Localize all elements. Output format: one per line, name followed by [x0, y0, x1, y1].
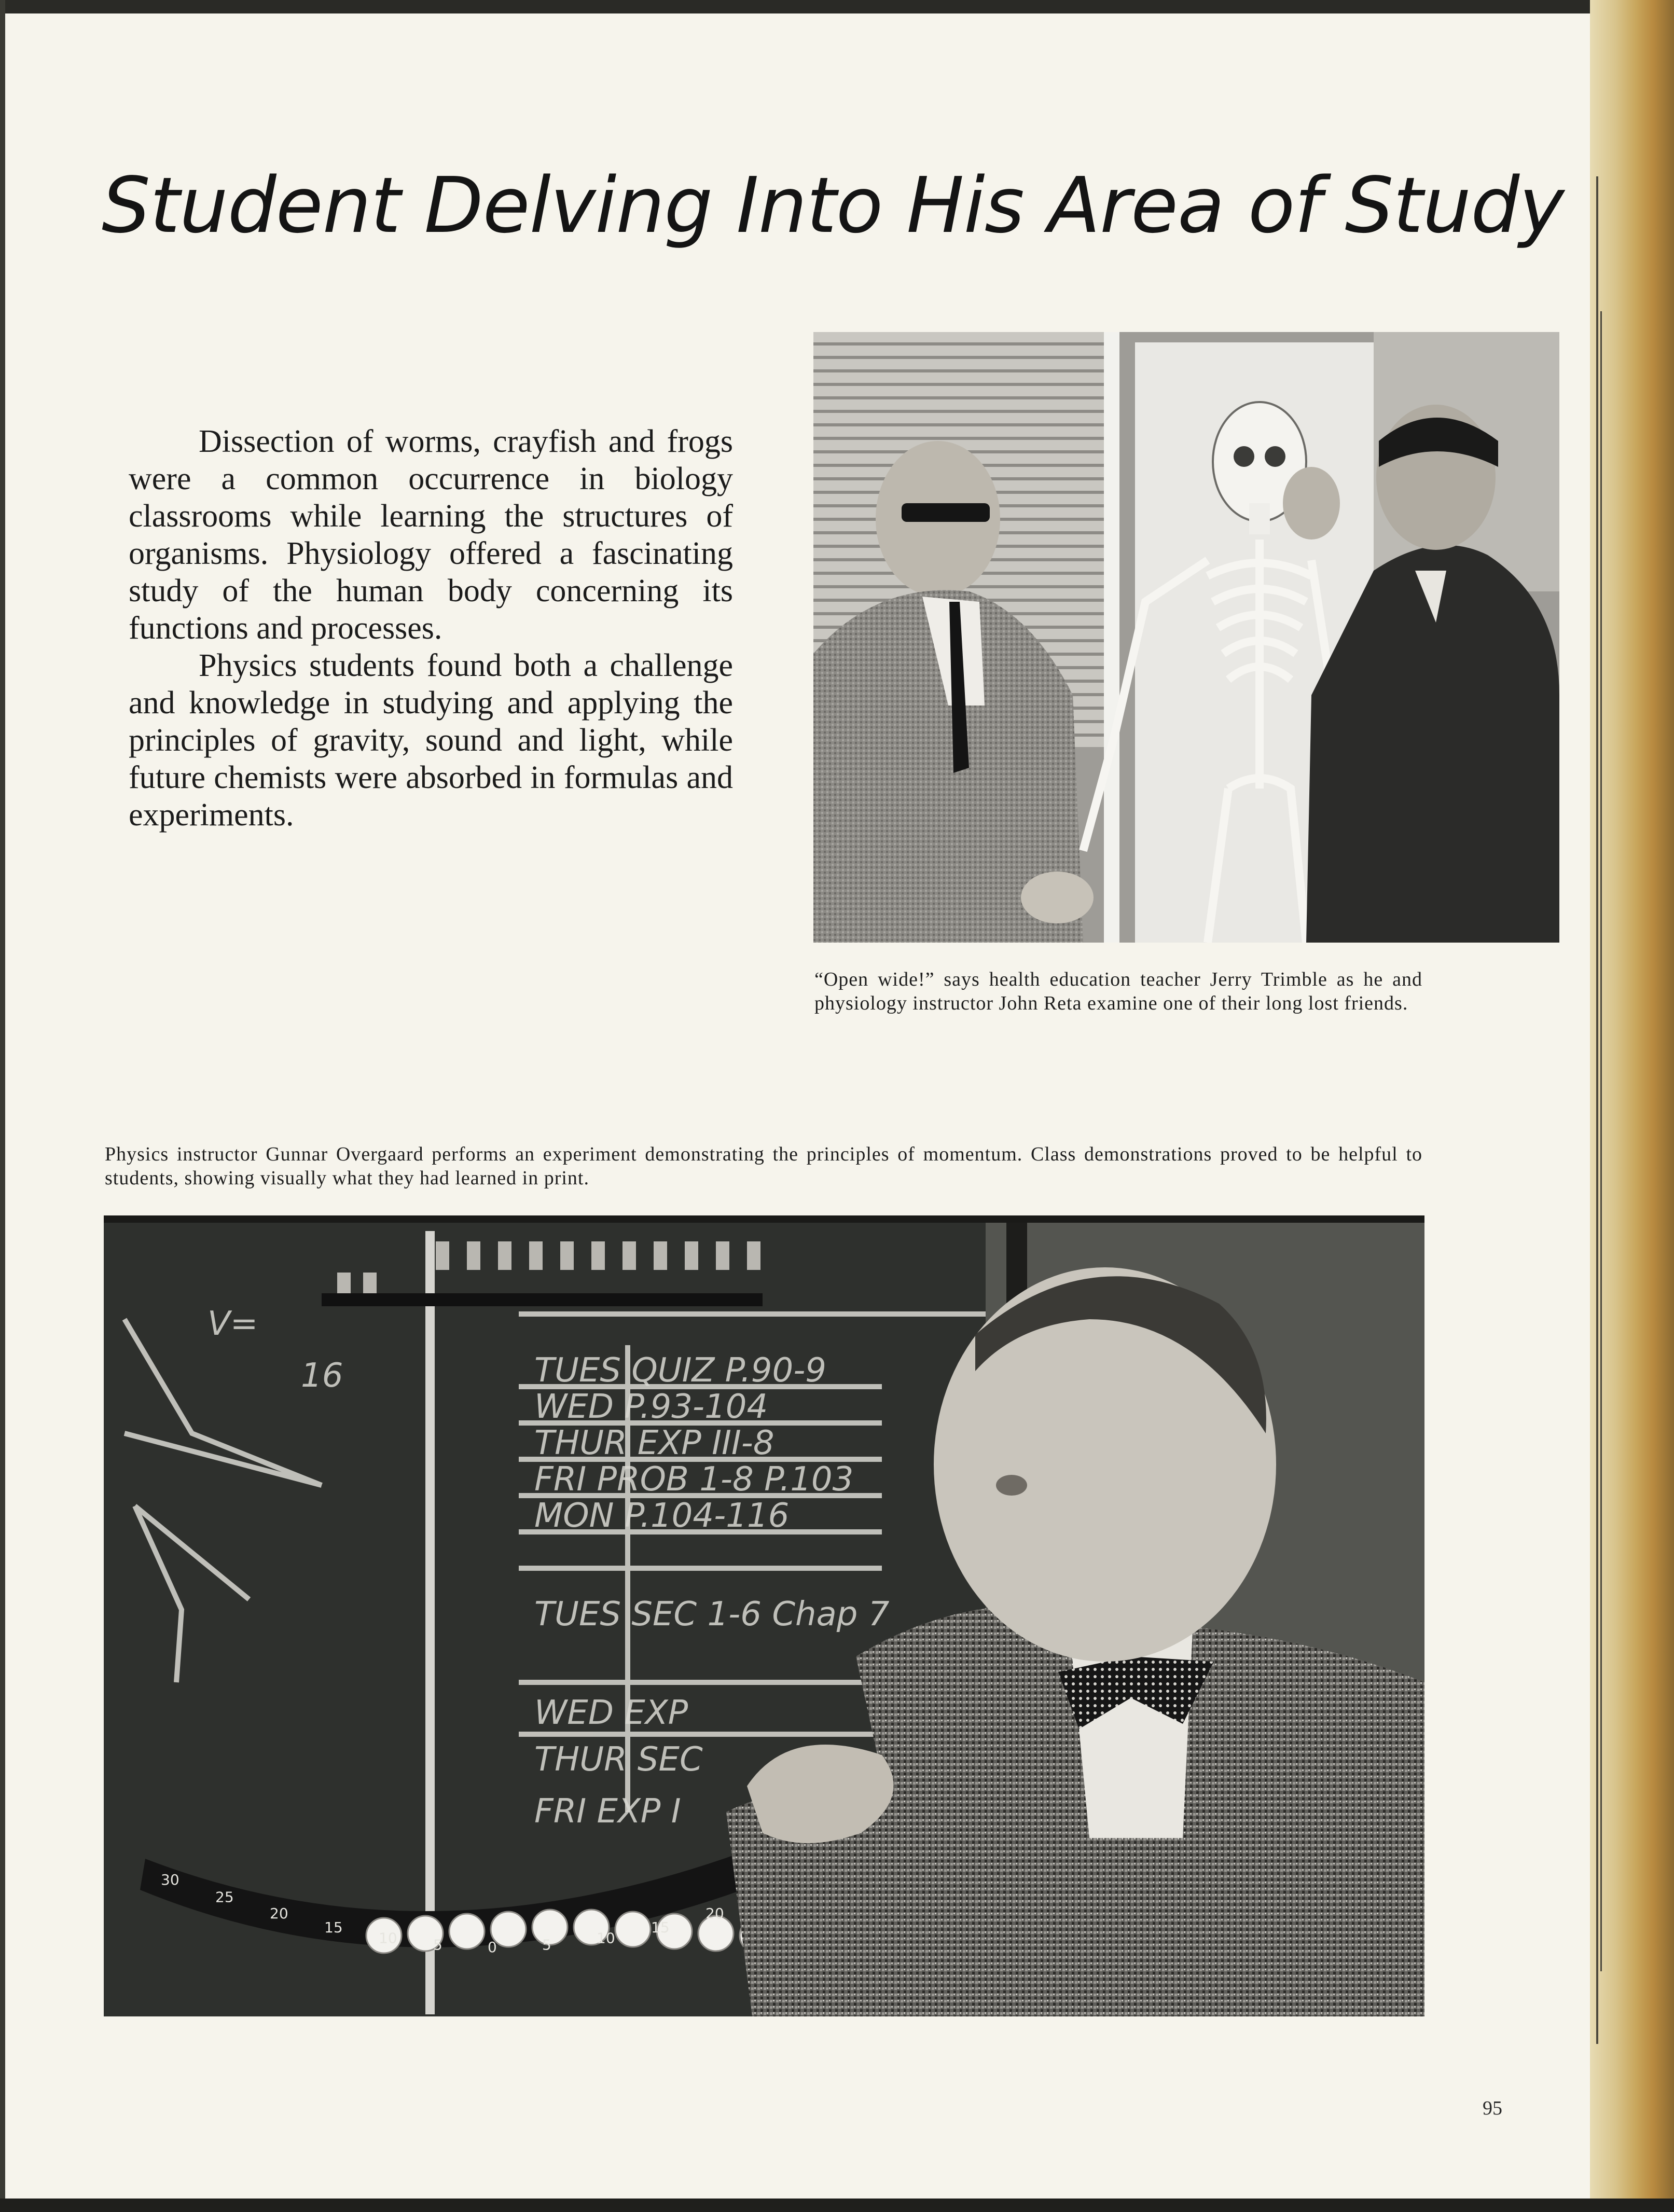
- scan-top-edge: [0, 0, 1674, 13]
- scale-label: 0: [488, 1939, 497, 1956]
- chalk-text: TUES SEC 1-6 Chap 7: [534, 1595, 890, 1634]
- pendulum-ball: [615, 1912, 651, 1947]
- binding-line: [1600, 311, 1602, 1971]
- scale-label: 15: [651, 1918, 670, 1936]
- skeleton-photo: [813, 332, 1559, 943]
- page-title: Student Delving Into His Area of Study: [102, 161, 1564, 250]
- book-binding: [1590, 0, 1674, 2212]
- intro-text: [129, 423, 733, 834]
- scale-label: 25: [215, 1888, 234, 1906]
- scale-label: 20: [270, 1905, 288, 1922]
- physics-photo: [104, 1215, 1424, 2016]
- scale-label: 10: [597, 1929, 615, 1947]
- chalk-text: MON P.104-116: [534, 1497, 790, 1535]
- chalk-text: V=: [207, 1305, 258, 1343]
- chalk-text: THUR EXP III-8: [534, 1424, 774, 1462]
- scan-bottom-edge: [0, 2199, 1674, 2212]
- scale-label: 15: [324, 1918, 343, 1936]
- binding-line: [1596, 176, 1598, 2044]
- chalk-text: THUR SEC: [534, 1740, 703, 1779]
- scale-label: 5: [433, 1936, 442, 1954]
- chalk-text: TUES QUIZ P.90-9: [534, 1351, 826, 1390]
- physics-photo-caption: Physics instructor Gunnar Overgaard performs an experiment demonstrating the principles of momentum. Class demonstrations proved to be helpful to students, showing visually what they had learned in print.: [105, 1143, 1422, 1189]
- chalk-text: WED P.93-104: [534, 1388, 768, 1426]
- scale-label: 5: [542, 1936, 551, 1954]
- chalk-text: FRI EXP I: [534, 1792, 681, 1831]
- scale-label: 20: [705, 1905, 724, 1922]
- scale-label: 30: [161, 1871, 179, 1888]
- chalk-text: 16: [301, 1357, 343, 1395]
- scale-label: 10: [379, 1929, 397, 1947]
- intro-paragraph: Dissection of worms, crayfish and frogs were a common occurrence in biology classrooms while learning the structures of organisms. Physiology offered a fascinating study of the human body concerning its functions and processes.: [129, 424, 733, 646]
- intro-paragraph: Physics students found both a challenge and knowledge in studying and applying the principles of gravity, sound and light, while future chemists were absorbed in formulas and experiments.: [129, 648, 733, 833]
- skeleton-photo-caption: “Open wide!” says health education teacher Jerry Trimble as he and physiology instructor John Reta examine one of their long lost friends.: [814, 969, 1422, 1014]
- scan-left-edge: [0, 0, 5, 2212]
- chalk-text: FRI PROB 1-8 P.103: [534, 1460, 854, 1499]
- pendulum-ball: [449, 1914, 485, 1949]
- chalk-text: WED EXP: [534, 1694, 688, 1732]
- page-number: 95: [1483, 2097, 1502, 2119]
